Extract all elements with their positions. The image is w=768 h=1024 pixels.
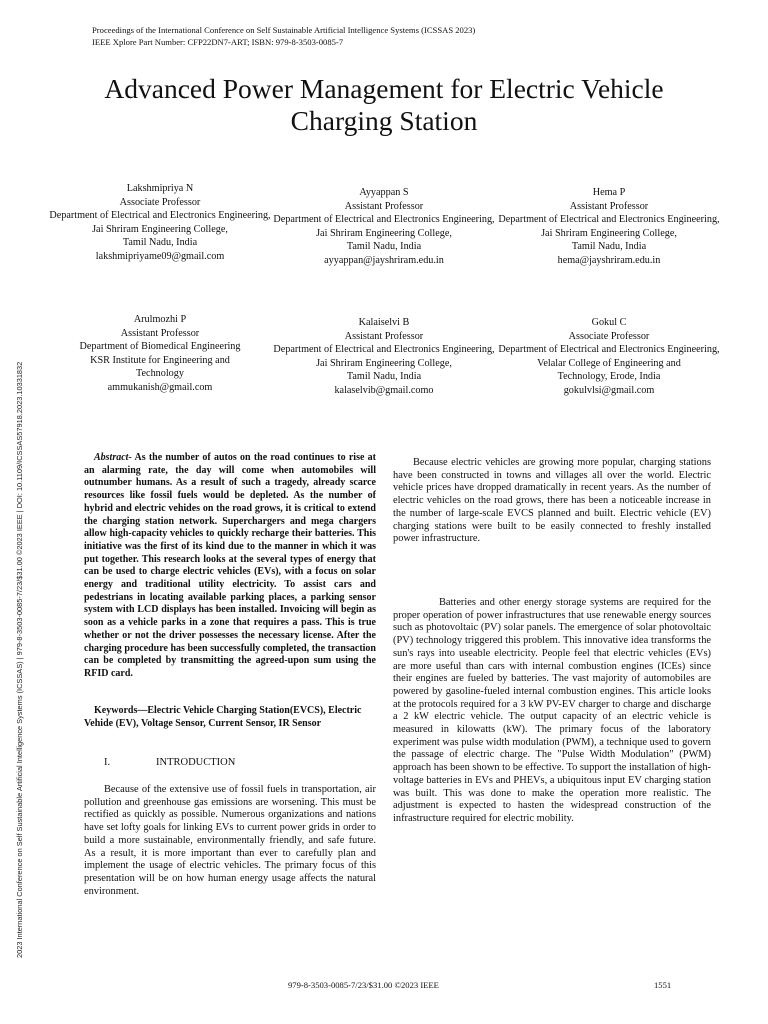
author-block xyxy=(40,182,280,263)
author-email: gokulvlsi@gmail.com xyxy=(563,384,655,396)
page-number: 1551 xyxy=(654,980,672,990)
author-dept: Department of Electrical and Electronics Engineering, xyxy=(273,344,495,355)
section-number: I. xyxy=(104,757,111,768)
right-text-2: Batteries and other energy storage systems are required for the proper operation of power infrastructures that use renewable energy sources such as photovoltaic (PV) solar panels. The emergence of solar photovoltaic (PV) technology triggered this problem. This innovative idea transforms the sun's rays into useable electricity. People feel that electric vehicles (EVs) are more useful than cars with internal combustion engines (ICEs) since their engines are fueled by batteries. The vast majority of automobiles are powered by gasoline-fueled internal combustion engines. This article looks at the protocols required for a 3 kW PV-EV charger to charge and discharge a 2 kW electric vehicle. The output capacity of an electric vehicle is measured in kilowatts (kW). The primary focus of the laboratory experiment was pulse width modulation (PWM), a technique used to govern the passage of electric charge. The "Pulse Width Modulation" (PWM) approach has been shown to be effective. To support the installation of high-voltage batteries in EVs and PHEVs, a ubiquitous input EV charging station was built. This was done to make the operation more realistic. The adjustment is expected to hasten the widespread construction of the infrastructure required for electric mobility. xyxy=(393,597,711,824)
doi-sidebar: 2023 International Conference on Self Sustainable Artificial Intelligence Systems (ICSSAS) | 979-8-3503-0085-7/23/$31.00 ©2023 IEEE | DOI: 10.1109/ICSSAS57918.2023.10331832 xyxy=(15,361,24,958)
author-block xyxy=(489,186,729,267)
author-dept: Department of Electrical and Electronics Engineering, xyxy=(498,214,720,225)
paper-title xyxy=(30,73,738,137)
author-role: Associate Professor xyxy=(568,330,650,342)
right-paragraph-1 xyxy=(393,457,711,546)
author-name: Hema P xyxy=(592,187,626,198)
section-heading xyxy=(104,757,235,768)
author-email: lakshmipriyame09@gmail.com xyxy=(95,250,225,262)
abstract xyxy=(84,452,376,681)
title-line-2: Charging Station xyxy=(290,105,478,136)
author-dept: Department of Electrical and Electronics Engineering, xyxy=(498,344,720,355)
author-email: ammukanish@gmail.com xyxy=(107,381,213,393)
author-inst: Jai Shriram Engineering College, xyxy=(316,227,452,239)
author-email: hema@jayshriram.edu.in xyxy=(557,254,661,266)
author-block xyxy=(40,313,280,394)
author-email: ayyappan@jayshriram.edu.in xyxy=(324,254,444,266)
keywords xyxy=(84,705,376,730)
author-name: Ayyappan S xyxy=(359,187,409,198)
proceedings-header xyxy=(92,24,475,48)
author-email: kalaselvib@gmail.como xyxy=(334,384,434,396)
abstract-text: As the number of autos on the road continues to rise at an alarming rate, the day will come when automobiles will outnumber humans. As a result of such a tragedy, already scarce resources like fossil fuels would be depleted. As the number of hybrid and electric vehides on the road grows, it is critical to extend the charging station network. Superchargers and mega chargers allow high-capacity vehicles to quickly recharge their batteries. This initiative was the first of its kind due to the manner in which it was put together. This research looks at the several types of energy that can be used to charge electric vehicles (EVs), with a focus on solar energy and traditional utility electricity. To assist cars and pedestrians in locating available parking places, a parking sensor system with LCD displays has been installed. Invoicing will begin as soon as a vehicle parks in a zone that requires a pass. This is true whether or not the driver possesses the necessary license. After the charging procedure has been successfully completed, the transaction can be completed by transmitting the agreed-upon sum using the RFID card. xyxy=(84,452,376,679)
author-inst: Jai Shriram Engineering College, xyxy=(541,227,677,239)
title-line-1: Advanced Power Management for Electric Vehicle xyxy=(104,73,664,104)
author-place: Tamil Nadu, India xyxy=(346,241,422,252)
author-inst: Jai Shriram Engineering College, xyxy=(316,357,452,369)
intro-paragraph xyxy=(84,784,376,898)
author-role: Assistant Professor xyxy=(344,330,424,342)
isbn-line: IEEE Xplore Part Number: CFP22DN7-ART; ISBN: 979-8-3503-0085-7 xyxy=(92,37,344,47)
right-paragraph-2 xyxy=(393,597,711,826)
author-role: Assistant Professor xyxy=(569,200,649,212)
section-title: INTRODUCTION xyxy=(156,757,236,768)
author-block xyxy=(264,186,504,267)
author-dept: Department of Electrical and Electronics Engineering, xyxy=(273,214,495,225)
author-place: Tamil Nadu, India xyxy=(346,371,422,382)
author-block xyxy=(264,316,504,397)
author-dept: Department of Electrical and Electronics Engineering, xyxy=(49,210,271,221)
author-role: Assistant Professor xyxy=(344,200,424,212)
author-block xyxy=(489,316,729,397)
author-role: Assistant Professor xyxy=(120,327,200,339)
right-text-1: Because electric vehicles are growing more popular, charging stations have been constructed in towns and villages all over the world. Electric vehicle prices have dropped dramatically in recent years. As the number of electric vehicles on the road grows, there has been a noticeable increase in the number of large-scale EVCS planned and built. Electric vehicle (EV) charging stations were built to be easily connected to freshly installed power infrastructure. xyxy=(393,457,711,545)
author-place: Tamil Nadu, India xyxy=(571,241,647,252)
proceedings-line: Proceedings of the International Conference on Self Sustainable Artificial Intelligence Systems (ICSSAS 2023) xyxy=(92,25,476,35)
author-name: Arulmozhi P xyxy=(133,314,187,325)
abstract-label: Abstract- xyxy=(94,452,132,463)
intro-text: Because of the extensive use of fossil fuels in transportation, air pollution and greenhouse gas emissions are worsening. This must be rectified as quickly as possible. Numerous organizations and nations have set lofty goals for linking EVs to current power grids in order to build a more sustainable, environmentally friendly, and safe future. As a result, it is more important than ever to carefully plan and implement the usage of electric vehicles. The primary focus of this presentation will be on how human energy usage affects the natural environment. xyxy=(84,784,376,897)
author-name: Gokul C xyxy=(591,317,627,328)
author-inst: Jai Shriram Engineering College, xyxy=(92,223,228,235)
keywords-text: Keywords—Electric Vehicle Charging Station(EVCS), Electric Vehide (EV), Voltage Sensor, Current Sensor, IR Sensor xyxy=(84,705,362,729)
author-name: Lakshmipriya N xyxy=(126,183,194,194)
author-place: Tamil Nadu, India xyxy=(122,237,198,248)
copyright-footer: 979-8-3503-0085-7/23/$31.00 ©2023 IEEE xyxy=(288,980,439,990)
author-role: Associate Professor xyxy=(119,196,201,208)
author-inst: KSR Institute for Engineering and Technology xyxy=(90,354,230,379)
author-dept: Department of Biomedical Engineering xyxy=(79,341,241,352)
author-name: Kalaiselvi B xyxy=(358,317,410,328)
author-inst: Velalar College of Engineering and Technology, Erode, India xyxy=(537,357,681,382)
